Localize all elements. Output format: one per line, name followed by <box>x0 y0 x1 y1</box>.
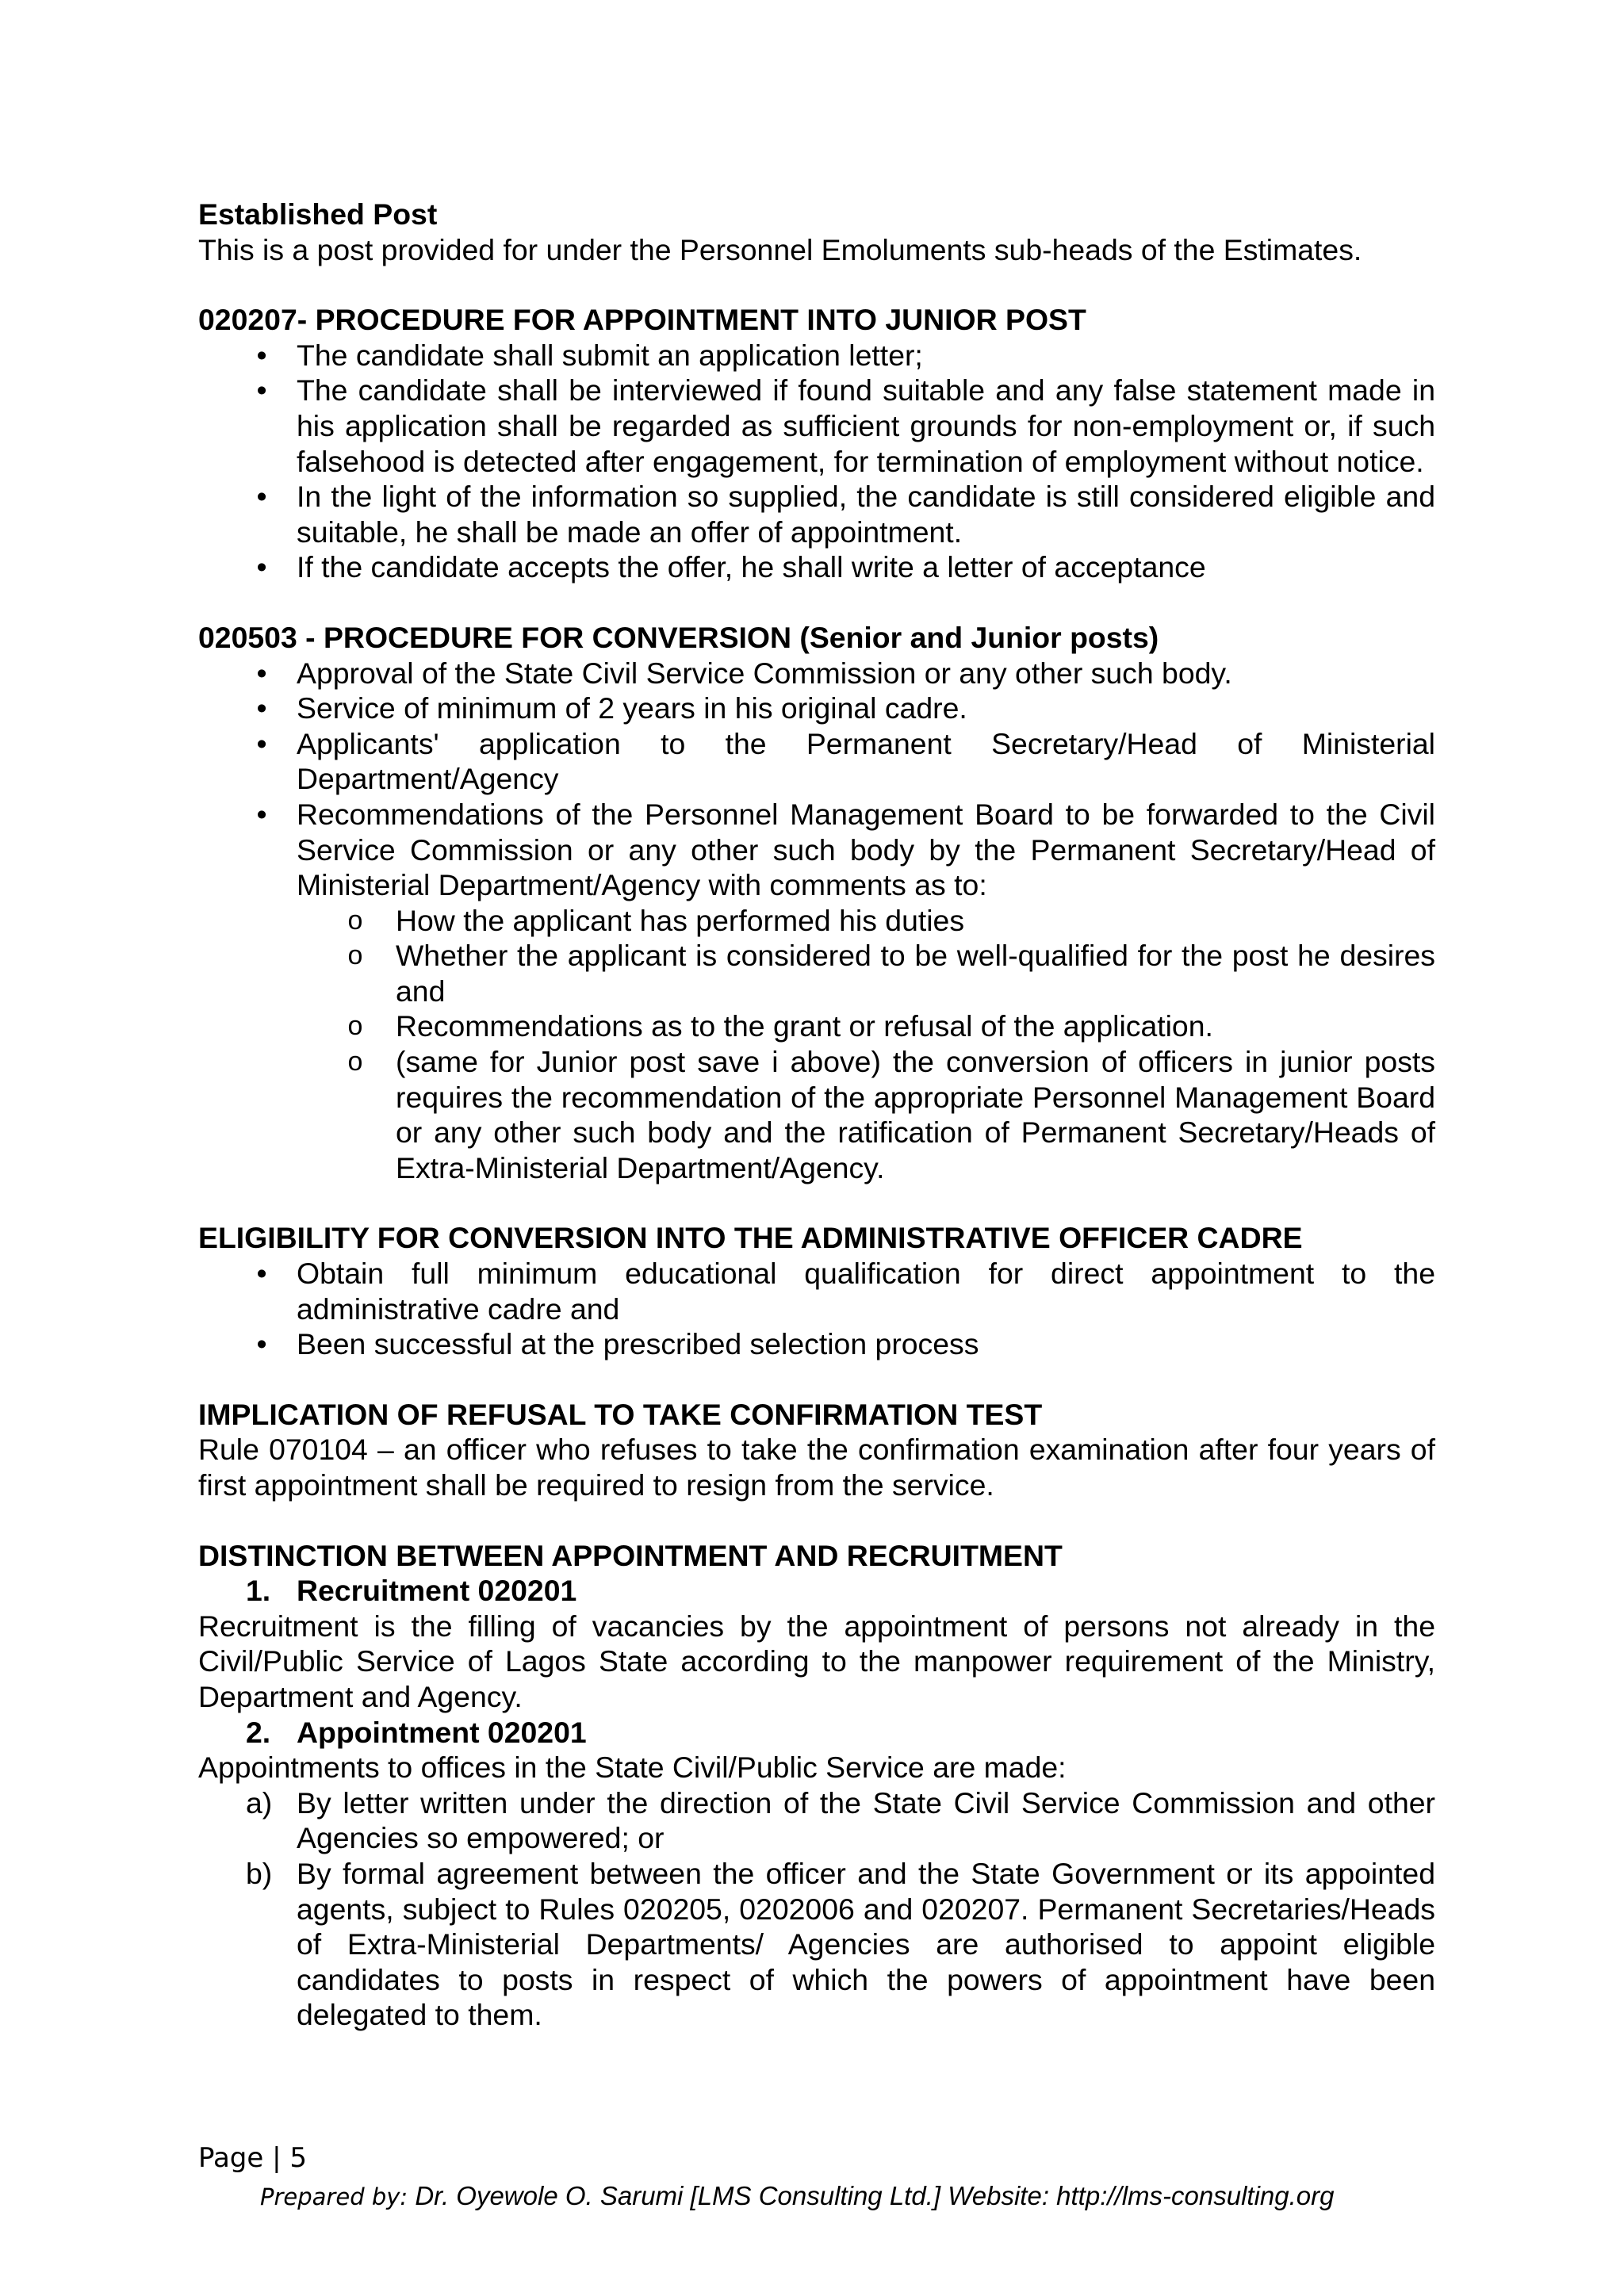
list-item: • Service of minimum of 2 years in his original cadre. <box>198 691 1435 726</box>
section-heading-conversion: 020503 - PROCEDURE FOR CONVERSION (Senior and Junior posts) <box>198 620 1159 654</box>
list-item: • Approval of the State Civil Service Commission or any other such body. <box>198 656 1435 691</box>
bullet-icon: • <box>256 1327 267 1361</box>
footer-credit: Prepared by: Dr. Oyewole O. Sarumi [LMS Consulting Ltd.] Website: http://lms-consulting.org <box>260 2181 1335 2210</box>
section-heading-eligibility: ELIGIBILITY FOR CONVERSION INTO THE ADMINISTRATIVE OFFICER CADRE <box>198 1221 1303 1255</box>
bullet-list <box>198 338 1435 585</box>
bullet-icon: • <box>256 338 267 372</box>
numbered-list <box>198 1573 1435 1609</box>
list-item: • Applicants' application to the Permanent Secretary/Head of Ministerial Department/Agency <box>198 726 1435 797</box>
bullet-icon: • <box>256 1257 267 1291</box>
numbered-item: 2. Appointment 020201 <box>246 1715 587 1749</box>
circle-bullet-icon: o <box>347 1011 363 1042</box>
sub-list-item: o How the applicant has performed his duties <box>198 903 1435 939</box>
circle-bullet-icon: o <box>347 905 363 936</box>
lettered-item: b) By formal agreement between the officer and the State Government or its appointed agents, subject to Rules 020205, 0202006 and 020207. Permanent Secretaries/Heads of Extra-Ministerial Departments/ Agencies are authorised to appoint eligible candidates to posts in respect of which the powers of appointment have been delegated to them. <box>246 1856 1435 2032</box>
numbered-item: 1. Recruitment 020201 <box>246 1574 577 1608</box>
list-item: • In the light of the information so supplied, the candidate is still considered eligible and suitable, he shall be made an offer of appointment. <box>198 479 1435 549</box>
lettered-list <box>198 1785 1435 2033</box>
list-item: • The candidate shall submit an application letter; <box>198 338 1435 373</box>
bullet-list <box>198 656 1435 903</box>
list-item: • Obtain full minimum educational qualification for direct appointment to the administrative cadre and <box>198 1256 1435 1326</box>
bullet-icon: • <box>256 550 267 584</box>
lettered-item: a) By letter written under the direction of the State Civil Service Commission and other Agencies so empowered; or <box>246 1785 1435 1855</box>
section-heading-junior-post: 020207- PROCEDURE FOR APPOINTMENT INTO JUNIOR POST <box>198 303 1086 337</box>
page-number: Page | 5 <box>198 2142 308 2174</box>
bullet-icon: • <box>256 373 267 408</box>
bullet-icon: • <box>256 726 267 760</box>
bullet-icon: • <box>256 691 267 725</box>
section-text: Rule 070104 – an officer who refuses to take the confirmation examination after four years of first appointment shall be required to resign from the service. <box>198 1433 1435 1502</box>
circle-bullet-icon: o <box>347 940 363 971</box>
sub-list-item: o Recommendations as to the grant or refusal of the application. <box>198 1008 1435 1044</box>
section-text: Recruitment is the filling of vacancies by the appointment of persons not already in the Civil/Public Service of Lagos State according to the manpower requirement of the Ministry, Department and Agency. <box>198 1609 1435 1713</box>
section-heading-established-post: Established Post <box>198 197 438 231</box>
bullet-icon: • <box>256 656 267 690</box>
sub-list-item: o (same for Junior post save i above) the conversion of officers in junior posts requires the recommendation of the appropriate Personnel Management Board or any other such body and the ratification of Permanent Secretary/Heads of Extra-Ministerial Department/Agency. <box>198 1044 1435 1185</box>
list-item: • The candidate shall be interviewed if found suitable and any false statement made in his application shall be regarded as sufficient grounds for non-employment or, if such falsehood is detected after engagement, for termination of employment without notice. <box>198 373 1435 479</box>
bullet-icon: • <box>256 797 267 831</box>
list-item: • If the candidate accepts the offer, he shall write a letter of acceptance <box>198 549 1435 585</box>
section-text: Appointments to offices in the State Civil/Public Service are made: <box>198 1751 1067 1785</box>
numbered-list <box>198 1715 1435 1751</box>
sub-list-item: o Whether the applicant is considered to be well-qualified for the post he desires and <box>198 938 1435 1008</box>
list-item: • Been successful at the prescribed selection process <box>198 1326 1435 1362</box>
page-content <box>198 197 1435 2033</box>
bullet-list <box>198 1256 1435 1362</box>
section-text: This is a post provided for under the Personnel Emoluments sub-heads of the Estimates. <box>198 232 1362 266</box>
circle-bullet-icon: o <box>347 1047 363 1077</box>
sub-bullet-list <box>198 903 1435 1186</box>
section-heading-distinction: DISTINCTION BETWEEN APPOINTMENT AND RECRUITMENT <box>198 1538 1063 1572</box>
list-item: • Recommendations of the Personnel Management Board to be forwarded to the Civil Service Commission or any other such body by the Permanent Secretary/Head of Ministerial Department/Agency with comments as to: <box>198 797 1435 903</box>
section-heading-refusal: IMPLICATION OF REFUSAL TO TAKE CONFIRMATION TEST <box>198 1397 1043 1431</box>
bullet-icon: • <box>256 480 267 514</box>
